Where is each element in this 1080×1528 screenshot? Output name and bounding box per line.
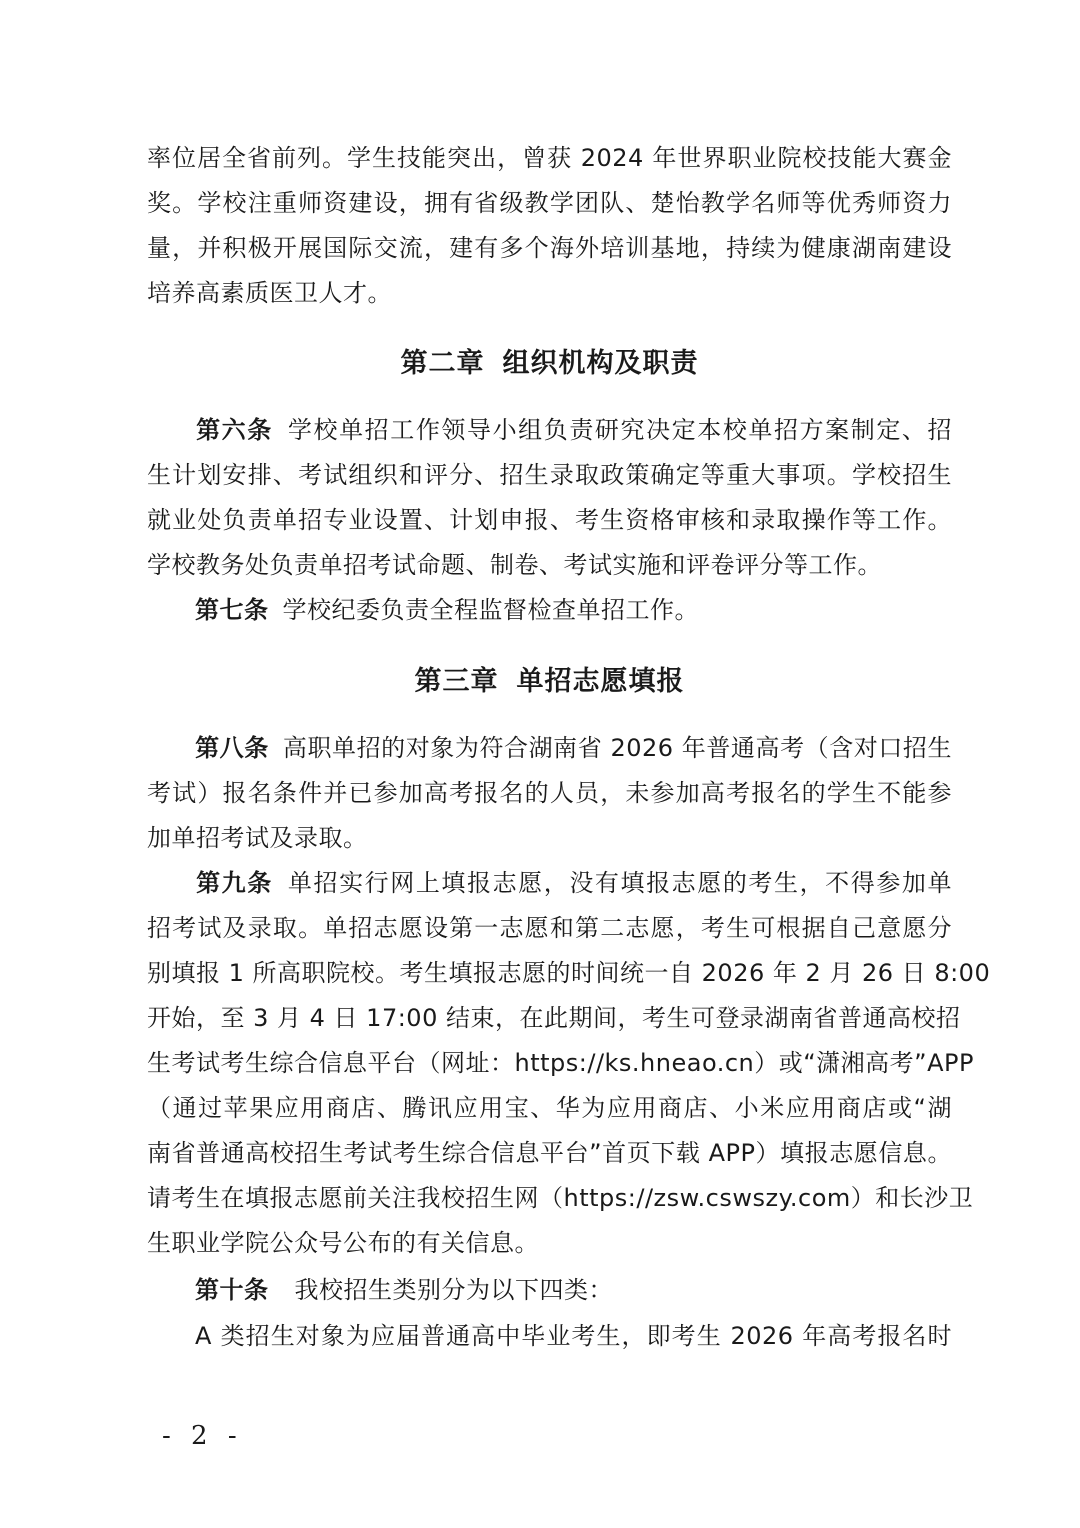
intro-line-2: 奖。学校注重师资建设，拥有省级教学团队、楚怡教学名师等优秀师资力 <box>147 189 952 217</box>
chapter-3-number: 第三章 <box>414 666 499 697</box>
article-9-line-6: （通过苹果应用商店、腾讯应用宝、华为应用商店、小米应用商店或“湖 <box>147 1094 952 1122</box>
intro-line-3: 量，并积极开展国际交流，建有多个海外培训基地，持续为健康湖南建设 <box>147 234 952 262</box>
article-8-line-1 <box>147 732 952 764</box>
intro-line-1: 率位居全省前列。学生技能突出，曾获 2024 年世界职业院校技能大赛金 <box>147 144 952 172</box>
article-10-line-2 <box>147 1320 952 1352</box>
article-9-text-1: 单招实行网上填报志愿，没有填报志愿的考生，不得参加单 <box>286 869 953 897</box>
article-9-line-9: 生职业学院公众号公布的有关信息。 <box>147 1229 539 1257</box>
article-8-label: 第八条 <box>195 734 269 762</box>
article-7-label: 第七条 <box>195 596 269 624</box>
article-10-text-2: A 类招生对象为应届普通高中毕业考生，即考生 2026 年高考报名时 <box>195 1322 952 1350</box>
article-6-line-2: 生计划安排、考试组织和评分、招生录取政策确定等重大事项。学校招生 <box>147 461 952 489</box>
article-9-line-1 <box>147 867 952 899</box>
article-7-text-1: 学校纪委负责全程监督检查单招工作。 <box>282 596 699 624</box>
article-9-line-5: 生考试考生综合信息平台（网址：https://ks.hneao.cn）或“潇湘高考”APP <box>147 1049 974 1077</box>
article-10-text-1: 我校招生类别分为以下四类： <box>294 1276 613 1304</box>
article-8-line-3: 加单招考试及录取。 <box>147 824 368 852</box>
article-8-text-1: 高职单招的对象为符合湖南省 2026 年普通高考（含对口招生 <box>282 734 952 762</box>
chapter-2-title: 组织机构及职责 <box>502 348 699 379</box>
article-9-line-4: 开始，至 3 月 4 日 17:00 结束，在此期间，考生可登录湖南省普通高校招 <box>147 1004 961 1032</box>
article-8-line-2: 考试）报名条件并已参加高考报名的人员，未参加高考报名的学生不能参 <box>147 779 952 807</box>
article-6-line-4: 学校教务处负责单招考试命题、制卷、考试实施和评卷评分等工作。 <box>147 551 882 579</box>
article-6-label: 第六条 <box>195 416 273 444</box>
article-9-line-2: 招考试及录取。单招志愿设第一志愿和第二志愿，考生可根据自己意愿分 <box>147 914 952 942</box>
chapter-3-title: 单招志愿填报 <box>516 666 685 697</box>
article-10-line-1 <box>147 1274 952 1306</box>
article-9-line-3: 别填报 1 所高职院校。考生填报志愿的时间统一自 2026 年 2 月 26 日 8:00 <box>147 959 991 987</box>
article-9-line-7: 南省普通高校招生考试考生综合信息平台”首页下载 APP）填报志愿信息。 <box>147 1139 952 1167</box>
article-10-label: 第十条 <box>195 1276 269 1304</box>
chapter-2-heading <box>147 346 952 382</box>
page-number: - 2 - <box>162 1421 243 1451</box>
article-9-label: 第九条 <box>195 869 273 897</box>
article-6-line-1 <box>147 414 952 446</box>
article-7-line-1 <box>147 594 952 626</box>
intro-line-4: 培养高素质医卫人才。 <box>147 279 392 307</box>
chapter-2-number: 第二章 <box>400 348 485 379</box>
article-9-line-8: 请考生在填报志愿前关注我校招生网（https://zsw.cswszy.com）和长沙卫 <box>147 1184 974 1212</box>
article-6-text-1: 学校单招工作领导小组负责研究决定本校单招方案制定、招 <box>286 416 953 444</box>
article-6-line-3: 就业处负责单招专业设置、计划申报、考生资格审核和录取操作等工作。 <box>147 506 952 534</box>
chapter-3-heading <box>147 664 952 700</box>
